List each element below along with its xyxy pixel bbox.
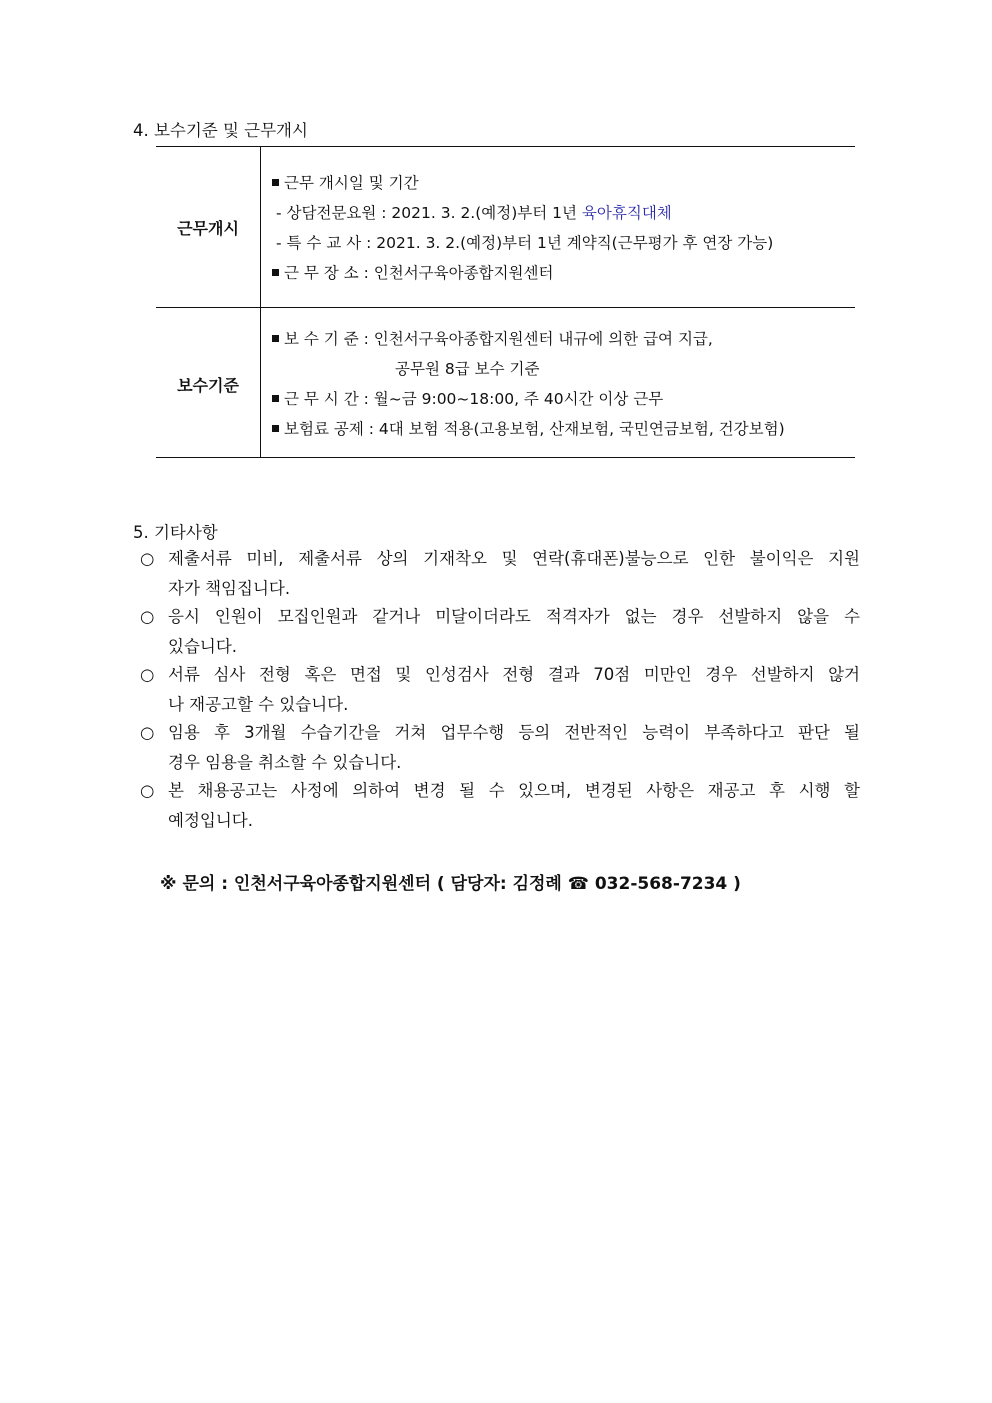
pay-grade: 공무원 8급 보수 기준 bbox=[395, 360, 540, 378]
special-teacher-period: - 특 수 교 사 : 2021. 3. 2.(예정)부터 1년 계약직(근무평가 후 연장 가능) bbox=[276, 234, 774, 252]
list-item-line1: 임용 후 3개월 수습기간을 거쳐 업무수행 등의 전반적인 능력이 부족하다고 판단 될 bbox=[168, 723, 860, 742]
section5-title: 5. 기타사항 bbox=[133, 523, 218, 542]
list-item bbox=[140, 660, 860, 720]
table-bottom-border bbox=[156, 457, 855, 458]
pay-standard: 보 수 기 준 : 인천서구육아종합지원센터 내규에 의한 급여 지급, bbox=[284, 330, 713, 348]
list-item-line2: 경우 임용을 취소할 수 있습니다. bbox=[168, 753, 402, 772]
pay-line-4 bbox=[272, 417, 785, 439]
circle-bullet-icon: ○ bbox=[140, 607, 155, 626]
circle-bullet-icon: ○ bbox=[140, 781, 155, 800]
list-item-line2: 예정입니다. bbox=[168, 811, 253, 830]
work-start-line-3 bbox=[276, 231, 773, 253]
circle-bullet-icon: ○ bbox=[140, 723, 155, 742]
work-start-line-4 bbox=[272, 261, 553, 283]
work-hours: 근 무 시 간 : 월~금 9:00~18:00, 주 40시간 이상 근무 bbox=[284, 390, 664, 408]
square-bullet-icon bbox=[272, 425, 279, 432]
square-bullet-icon bbox=[272, 335, 279, 342]
counselor-highlight: 육아휴직대체 bbox=[581, 204, 672, 222]
pay-line-1 bbox=[272, 327, 713, 349]
list-item-line1: 본 채용공고는 사정에 의하여 변경 될 수 있으며, 변경된 사항은 재공고 후 시행 할 bbox=[168, 781, 860, 800]
insurance-deduction: 보험료 공제 : 4대 보험 적용(고용보험, 산재보험, 국민연금보험, 건강보험) bbox=[284, 420, 785, 438]
list-item-line1: 응시 인원이 모집인원과 같거나 미달이더라도 적격자가 없는 경우 선발하지 않을 수 bbox=[168, 607, 860, 626]
table-column-divider bbox=[260, 146, 261, 457]
square-bullet-icon bbox=[272, 179, 279, 186]
list-item bbox=[140, 776, 860, 836]
list-item-line2: 나 재공고할 수 있습니다. bbox=[168, 695, 349, 714]
contact-info: ※ 문의 : 인천서구육아종합지원센터 ( 담당자: 김정례 ☎ 032-568-7234 ) bbox=[160, 874, 741, 894]
circle-bullet-icon: ○ bbox=[140, 549, 155, 568]
list-item-line2: 자가 책임집니다. bbox=[168, 579, 291, 598]
section4-title: 4. 보수기준 및 근무개시 bbox=[133, 121, 308, 140]
list-item-line1: 서류 심사 전형 혹은 면접 및 인성검사 전형 결과 70점 미만인 경우 선발하지 않거 bbox=[168, 665, 860, 684]
row-label-pay-standard: 보수기준 bbox=[177, 376, 239, 395]
square-bullet-icon bbox=[272, 395, 279, 402]
work-start-line-2 bbox=[276, 201, 672, 223]
row-label-work-start: 근무개시 bbox=[177, 219, 239, 238]
work-start-line-1 bbox=[272, 171, 419, 193]
work-start-period-heading: 근무 개시일 및 기간 bbox=[284, 174, 419, 192]
list-item-line2: 있습니다. bbox=[168, 637, 238, 656]
circle-bullet-icon: ○ bbox=[140, 665, 155, 684]
list-item bbox=[140, 544, 860, 604]
counselor-period: - 상담전문요원 : 2021. 3. 2.(예정)부터 1년 bbox=[276, 204, 582, 222]
list-item bbox=[140, 718, 860, 778]
list-item-line1: 제출서류 미비, 제출서류 상의 기재착오 및 연락(휴대폰)불능으로 인한 불이익은 지원 bbox=[168, 549, 860, 568]
list-item bbox=[140, 602, 860, 662]
pay-line-3 bbox=[272, 387, 663, 409]
work-place: 근 무 장 소 : 인천서구육아종합지원센터 bbox=[284, 264, 554, 282]
pay-line-2 bbox=[395, 357, 539, 379]
square-bullet-icon bbox=[272, 269, 279, 276]
